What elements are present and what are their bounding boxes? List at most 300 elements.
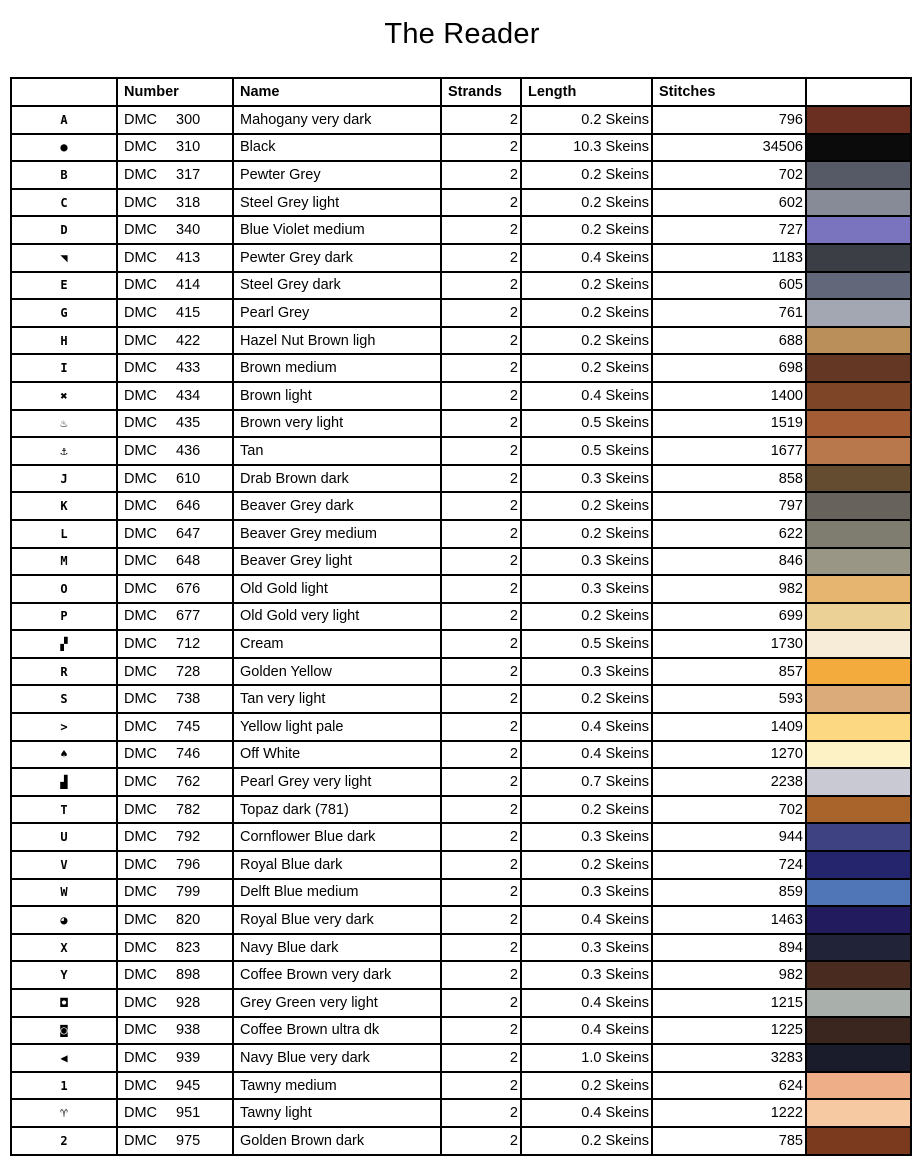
brand-label: DMC (124, 608, 158, 625)
length-cell: 0.4 Skeins (521, 906, 652, 934)
name-cell: Cream (233, 630, 441, 658)
floss-code: 435 (176, 415, 201, 432)
strands-cell: 2 (441, 1017, 521, 1045)
floss-code: 647 (176, 525, 201, 542)
stitches-cell: 1730 (652, 630, 806, 658)
color-swatch-cell (806, 603, 911, 631)
color-swatch-cell (806, 823, 911, 851)
stitches-cell: 1519 (652, 410, 806, 438)
length-cell: 0.2 Skeins (521, 106, 652, 134)
color-swatch (807, 714, 910, 740)
strands-cell: 2 (441, 520, 521, 548)
symbol-cell: T (11, 796, 117, 824)
floss-code: 712 (176, 636, 201, 653)
brand-label: DMC (124, 829, 158, 846)
table-row (11, 106, 911, 134)
symbol-cell: ♠ (11, 741, 117, 769)
number-cell (117, 492, 233, 520)
color-swatch (807, 438, 910, 464)
floss-code: 414 (176, 277, 201, 294)
color-swatch (807, 962, 910, 988)
brand-label: DMC (124, 580, 158, 597)
name-cell: Steel Grey dark (233, 272, 441, 300)
stitches-cell: 785 (652, 1127, 806, 1155)
table-row (11, 630, 911, 658)
color-swatch-cell (806, 934, 911, 962)
floss-code: 898 (176, 967, 201, 984)
strands-cell: 2 (441, 768, 521, 796)
stitches-cell: 858 (652, 465, 806, 493)
color-swatch (807, 576, 910, 602)
name-cell: Tan very light (233, 685, 441, 713)
symbol-cell: ◥ (11, 244, 117, 272)
color-swatch (807, 383, 910, 409)
color-swatch (807, 245, 910, 271)
number-cell (117, 272, 233, 300)
number-cell (117, 879, 233, 907)
brand-label: DMC (124, 801, 158, 818)
table-row (11, 520, 911, 548)
length-cell: 0.3 Skeins (521, 465, 652, 493)
stitches-cell: 1183 (652, 244, 806, 272)
table-row (11, 465, 911, 493)
length-cell: 0.4 Skeins (521, 382, 652, 410)
color-swatch (807, 217, 910, 243)
number-cell (117, 382, 233, 410)
floss-code: 648 (176, 553, 201, 570)
number-cell (117, 630, 233, 658)
stitches-cell: 727 (652, 216, 806, 244)
length-cell: 0.2 Skeins (521, 161, 652, 189)
number-cell (117, 823, 233, 851)
color-swatch-cell (806, 575, 911, 603)
floss-code: 820 (176, 912, 201, 929)
stitches-cell: 624 (652, 1072, 806, 1100)
name-cell: Old Gold very light (233, 603, 441, 631)
strands-cell: 2 (441, 906, 521, 934)
length-cell: 0.3 Skeins (521, 934, 652, 962)
stitches-cell: 894 (652, 934, 806, 962)
symbol-cell: V (11, 851, 117, 879)
floss-code: 317 (176, 166, 201, 183)
strands-cell: 2 (441, 879, 521, 907)
color-swatch-cell (806, 1072, 911, 1100)
color-swatch (807, 328, 910, 354)
length-cell: 0.3 Skeins (521, 548, 652, 576)
strands-cell: 2 (441, 492, 521, 520)
strands-cell: 2 (441, 216, 521, 244)
color-swatch (807, 135, 910, 161)
brand-label: DMC (124, 967, 158, 984)
floss-code: 792 (176, 829, 201, 846)
color-swatch-cell (806, 851, 911, 879)
table-row (11, 1127, 911, 1155)
strands-cell: 2 (441, 823, 521, 851)
table-row (11, 216, 911, 244)
color-swatch-cell (806, 244, 911, 272)
number-cell (117, 713, 233, 741)
symbol-cell: ● (11, 134, 117, 162)
brand-label: DMC (124, 746, 158, 763)
floss-code: 951 (176, 1105, 201, 1122)
color-swatch (807, 797, 910, 823)
color-swatch-cell (806, 354, 911, 382)
strands-cell: 2 (441, 272, 521, 300)
color-swatch-cell (806, 272, 911, 300)
table-row (11, 492, 911, 520)
symbol-cell: ♈ (11, 1099, 117, 1127)
color-swatch-cell (806, 1017, 911, 1045)
strands-cell: 2 (441, 465, 521, 493)
strands-cell: 2 (441, 354, 521, 382)
name-cell: Yellow light pale (233, 713, 441, 741)
number-cell (117, 520, 233, 548)
table-row (11, 299, 911, 327)
color-swatch-cell (806, 906, 911, 934)
symbol-cell: D (11, 216, 117, 244)
color-swatch-cell (806, 741, 911, 769)
stitches-cell: 1409 (652, 713, 806, 741)
strands-cell: 2 (441, 189, 521, 217)
color-swatch (807, 1018, 910, 1044)
color-swatch (807, 824, 910, 850)
number-cell (117, 685, 233, 713)
color-swatch (807, 521, 910, 547)
header-name: Name (233, 78, 441, 106)
table-row (11, 1099, 911, 1127)
length-cell: 0.2 Skeins (521, 327, 652, 355)
color-swatch (807, 1128, 910, 1154)
symbol-cell: S (11, 685, 117, 713)
table-row (11, 161, 911, 189)
symbol-cell: ⚓ (11, 437, 117, 465)
stitches-cell: 724 (652, 851, 806, 879)
table-body (11, 106, 911, 1155)
number-cell (117, 768, 233, 796)
length-cell: 0.2 Skeins (521, 299, 652, 327)
stitches-cell: 857 (652, 658, 806, 686)
stitches-cell: 797 (652, 492, 806, 520)
symbol-cell: 1 (11, 1072, 117, 1100)
strands-cell: 2 (441, 989, 521, 1017)
table-row (11, 548, 911, 576)
color-swatch-cell (806, 106, 911, 134)
strands-cell: 2 (441, 327, 521, 355)
stitches-cell: 702 (652, 161, 806, 189)
floss-code: 738 (176, 691, 201, 708)
symbol-cell: ◙ (11, 1017, 117, 1045)
strands-cell: 2 (441, 1044, 521, 1072)
color-swatch-cell (806, 410, 911, 438)
color-swatch-cell (806, 879, 911, 907)
name-cell: Drab Brown dark (233, 465, 441, 493)
name-cell: Brown light (233, 382, 441, 410)
table-row (11, 134, 911, 162)
length-cell: 0.2 Skeins (521, 1072, 652, 1100)
table-row (11, 575, 911, 603)
floss-code: 676 (176, 580, 201, 597)
name-cell: Coffee Brown ultra dk (233, 1017, 441, 1045)
floss-code: 415 (176, 304, 201, 321)
color-swatch-cell (806, 685, 911, 713)
brand-label: DMC (124, 663, 158, 680)
length-cell: 0.4 Skeins (521, 1099, 652, 1127)
brand-label: DMC (124, 1132, 158, 1149)
page-title: The Reader (384, 18, 540, 50)
stitches-cell: 796 (652, 106, 806, 134)
strands-cell: 2 (441, 713, 521, 741)
color-swatch-cell (806, 327, 911, 355)
floss-code: 928 (176, 994, 201, 1011)
color-swatch (807, 659, 910, 685)
floss-code: 762 (176, 774, 201, 791)
stitches-cell: 982 (652, 961, 806, 989)
stitches-cell: 593 (652, 685, 806, 713)
color-swatch (807, 1100, 910, 1126)
brand-label: DMC (124, 139, 158, 156)
stitches-cell: 859 (652, 879, 806, 907)
floss-code: 300 (176, 111, 201, 128)
name-cell: Hazel Nut Brown ligh (233, 327, 441, 355)
table-row (11, 189, 911, 217)
number-cell (117, 106, 233, 134)
brand-label: DMC (124, 111, 158, 128)
stitches-cell: 2238 (652, 768, 806, 796)
strands-cell: 2 (441, 1127, 521, 1155)
table-row (11, 768, 911, 796)
strands-cell: 2 (441, 575, 521, 603)
table-row (11, 796, 911, 824)
header-color (806, 78, 911, 106)
floss-code: 799 (176, 884, 201, 901)
color-swatch-cell (806, 216, 911, 244)
header-symbol (11, 78, 117, 106)
table-row (11, 713, 911, 741)
symbol-cell: 2 (11, 1127, 117, 1155)
symbol-cell: I (11, 354, 117, 382)
table-header-row (11, 78, 911, 106)
brand-label: DMC (124, 360, 158, 377)
name-cell: Black (233, 134, 441, 162)
color-swatch-cell (806, 161, 911, 189)
name-cell: Pearl Grey (233, 299, 441, 327)
number-cell (117, 465, 233, 493)
number-cell (117, 575, 233, 603)
table-row (11, 437, 911, 465)
number-cell (117, 216, 233, 244)
strands-cell: 2 (441, 741, 521, 769)
color-swatch-cell (806, 1127, 911, 1155)
symbol-cell: ♨ (11, 410, 117, 438)
brand-label: DMC (124, 1049, 158, 1066)
name-cell: Golden Yellow (233, 658, 441, 686)
brand-label: DMC (124, 1105, 158, 1122)
color-swatch (807, 852, 910, 878)
strands-cell: 2 (441, 1072, 521, 1100)
table-row (11, 327, 911, 355)
name-cell: Mahogany very dark (233, 106, 441, 134)
floss-code: 823 (176, 939, 201, 956)
floss-code: 318 (176, 194, 201, 211)
symbol-cell: K (11, 492, 117, 520)
number-cell (117, 327, 233, 355)
stitches-cell: 3283 (652, 1044, 806, 1072)
strands-cell: 2 (441, 161, 521, 189)
symbol-cell: > (11, 713, 117, 741)
color-swatch-cell (806, 189, 911, 217)
brand-label: DMC (124, 387, 158, 404)
color-swatch-cell (806, 713, 911, 741)
symbol-cell: ◕ (11, 906, 117, 934)
color-swatch (807, 273, 910, 299)
stitches-cell: 1222 (652, 1099, 806, 1127)
name-cell: Tawny medium (233, 1072, 441, 1100)
brand-label: DMC (124, 304, 158, 321)
length-cell: 0.4 Skeins (521, 741, 652, 769)
color-swatch (807, 549, 910, 575)
color-swatch (807, 355, 910, 381)
symbol-cell: ◘ (11, 989, 117, 1017)
number-cell (117, 437, 233, 465)
number-cell (117, 741, 233, 769)
brand-label: DMC (124, 194, 158, 211)
name-cell: Pewter Grey dark (233, 244, 441, 272)
brand-label: DMC (124, 691, 158, 708)
number-cell (117, 1017, 233, 1045)
name-cell: Steel Grey light (233, 189, 441, 217)
floss-code: 340 (176, 222, 201, 239)
symbol-cell: A (11, 106, 117, 134)
number-cell (117, 161, 233, 189)
brand-label: DMC (124, 856, 158, 873)
length-cell: 0.5 Skeins (521, 437, 652, 465)
color-swatch (807, 300, 910, 326)
symbol-cell: ▞ (11, 630, 117, 658)
strands-cell: 2 (441, 1099, 521, 1127)
symbol-cell: M (11, 548, 117, 576)
name-cell: Navy Blue very dark (233, 1044, 441, 1072)
color-swatch (807, 466, 910, 492)
color-swatch (807, 631, 910, 657)
floss-code: 433 (176, 360, 201, 377)
strands-cell: 2 (441, 961, 521, 989)
length-cell: 1.0 Skeins (521, 1044, 652, 1072)
name-cell: Golden Brown dark (233, 1127, 441, 1155)
length-cell: 0.5 Skeins (521, 410, 652, 438)
color-swatch-cell (806, 134, 911, 162)
table-row (11, 906, 911, 934)
name-cell: Beaver Grey dark (233, 492, 441, 520)
header-length: Length (521, 78, 652, 106)
brand-label: DMC (124, 912, 158, 929)
table-row (11, 741, 911, 769)
name-cell: Beaver Grey medium (233, 520, 441, 548)
length-cell: 0.2 Skeins (521, 216, 652, 244)
table-row (11, 410, 911, 438)
number-cell (117, 1099, 233, 1127)
brand-label: DMC (124, 222, 158, 239)
stitches-cell: 602 (652, 189, 806, 217)
floss-code: 939 (176, 1049, 201, 1066)
name-cell: Pearl Grey very light (233, 768, 441, 796)
floss-code: 422 (176, 332, 201, 349)
length-cell: 0.2 Skeins (521, 1127, 652, 1155)
brand-label: DMC (124, 442, 158, 459)
stitches-cell: 34506 (652, 134, 806, 162)
number-cell (117, 189, 233, 217)
color-swatch (807, 190, 910, 216)
floss-code: 413 (176, 249, 201, 266)
name-cell: Pewter Grey (233, 161, 441, 189)
number-cell (117, 410, 233, 438)
name-cell: Tawny light (233, 1099, 441, 1127)
brand-label: DMC (124, 939, 158, 956)
table-row (11, 934, 911, 962)
floss-code: 938 (176, 1022, 201, 1039)
stitches-cell: 698 (652, 354, 806, 382)
length-cell: 0.2 Skeins (521, 520, 652, 548)
name-cell: Cornflower Blue dark (233, 823, 441, 851)
length-cell: 0.5 Skeins (521, 630, 652, 658)
strands-cell: 2 (441, 630, 521, 658)
table-row (11, 851, 911, 879)
floss-code: 310 (176, 139, 201, 156)
stitches-cell: 982 (652, 575, 806, 603)
length-cell: 0.2 Skeins (521, 685, 652, 713)
color-swatch-cell (806, 1099, 911, 1127)
table-row (11, 823, 911, 851)
stitches-cell: 1215 (652, 989, 806, 1017)
number-cell (117, 354, 233, 382)
length-cell: 0.2 Skeins (521, 603, 652, 631)
color-swatch (807, 604, 910, 630)
table-row (11, 1044, 911, 1072)
color-swatch-cell (806, 768, 911, 796)
brand-label: DMC (124, 884, 158, 901)
symbol-cell: ▟ (11, 768, 117, 796)
table-row (11, 603, 911, 631)
length-cell: 0.2 Skeins (521, 851, 652, 879)
strands-cell: 2 (441, 851, 521, 879)
color-swatch-cell (806, 492, 911, 520)
strands-cell: 2 (441, 548, 521, 576)
color-swatch (807, 162, 910, 188)
name-cell: Delft Blue medium (233, 879, 441, 907)
table-row (11, 1072, 911, 1100)
color-swatch (807, 935, 910, 961)
name-cell: Navy Blue dark (233, 934, 441, 962)
color-swatch (807, 907, 910, 933)
symbol-cell: C (11, 189, 117, 217)
length-cell: 0.2 Skeins (521, 354, 652, 382)
stitches-cell: 944 (652, 823, 806, 851)
symbol-cell: O (11, 575, 117, 603)
brand-label: DMC (124, 1022, 158, 1039)
table-row (11, 244, 911, 272)
brand-label: DMC (124, 553, 158, 570)
floss-code: 646 (176, 498, 201, 515)
color-swatch (807, 1073, 910, 1099)
symbol-cell: J (11, 465, 117, 493)
table-row (11, 658, 911, 686)
strands-cell: 2 (441, 299, 521, 327)
color-swatch (807, 880, 910, 906)
color-swatch-cell (806, 989, 911, 1017)
symbol-cell: R (11, 658, 117, 686)
strands-cell: 2 (441, 658, 521, 686)
brand-label: DMC (124, 774, 158, 791)
brand-label: DMC (124, 166, 158, 183)
